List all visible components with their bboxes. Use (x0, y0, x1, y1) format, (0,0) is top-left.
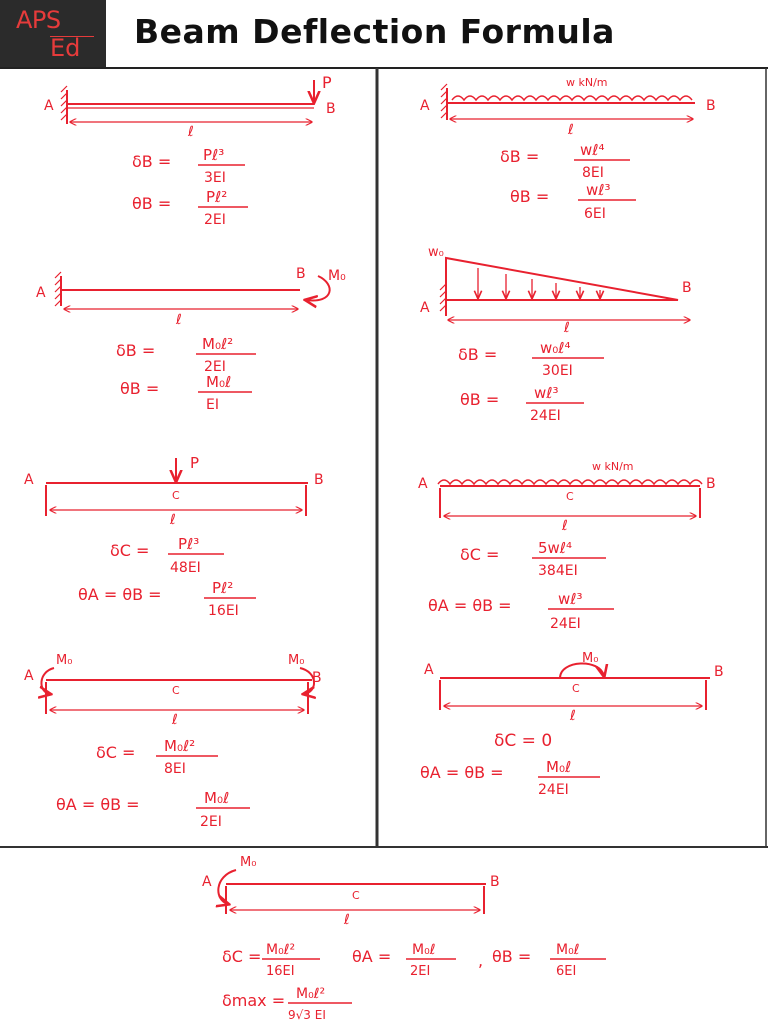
formula-lhs: δC = (460, 545, 500, 564)
label-length: ℓ (170, 512, 176, 528)
label-c: C (566, 490, 574, 503)
fixed-support (441, 84, 447, 120)
label-length: ℓ (344, 912, 350, 928)
formula-denominator: 9√3 EI (288, 1008, 326, 1022)
label-b: B (296, 266, 306, 282)
formula-block (420, 731, 600, 798)
label-b: B (706, 476, 716, 492)
label-moment: M₀ (240, 855, 257, 870)
label-w0: w₀ (428, 245, 444, 260)
label-a: A (36, 285, 46, 301)
formula-lhs: δB = (458, 345, 498, 364)
formula-numerator: Pℓ³ (203, 146, 225, 164)
formula-denominator: 2EI (410, 964, 431, 979)
formula-lhs: δmax = (222, 991, 286, 1010)
formula-lhs: δB = (132, 152, 172, 171)
formula-block (132, 146, 248, 228)
label-length: ℓ (570, 708, 576, 724)
label-a: A (24, 668, 34, 684)
label-a: A (420, 98, 430, 114)
formula-numerator: M₀ℓ² (266, 942, 296, 958)
formula-numerator: wℓ³ (534, 384, 559, 402)
panel-cantilever-udl (441, 84, 695, 120)
formula-numerator: Pℓ² (212, 579, 234, 597)
formula-numerator: wℓ⁴ (580, 141, 605, 159)
formula-block (458, 339, 604, 424)
formula-lhs: θA = θB = (420, 763, 504, 782)
formula-numerator: M₀ℓ (546, 758, 572, 776)
panel-simply-supported-point (46, 458, 308, 516)
label-c: C (352, 889, 360, 902)
label-a: A (44, 98, 54, 114)
fixed-support (55, 272, 61, 306)
label-b: B (314, 472, 324, 488)
formula-lhs: θB = (492, 947, 532, 966)
label-b: B (490, 874, 500, 890)
formula-denominator: 16EI (208, 603, 239, 619)
page-title: Beam Deflection Formula (134, 12, 615, 51)
label-moment: M₀ (582, 651, 599, 666)
label-a: A (202, 874, 212, 890)
formula-numerator: wℓ³ (558, 590, 583, 608)
formula-lhs: θA = (352, 947, 392, 966)
panel-cantilever-end-moment (55, 272, 330, 309)
label-c: C (172, 684, 180, 697)
label-load: P (190, 454, 200, 472)
label-load: w kN/m (566, 76, 608, 89)
label-c: C (572, 682, 580, 695)
formula-denominator: 3EI (204, 170, 226, 186)
panel-cantilever-point-load (61, 80, 314, 124)
panel-grid-lines (0, 68, 768, 847)
triangular-load (446, 258, 678, 300)
label-a: A (24, 472, 34, 488)
formula-lhs: θB = (120, 379, 160, 398)
formula-denominator: 24EI (530, 408, 561, 424)
formula-lhs: δB = (500, 147, 540, 166)
logo-text-bottom: Ed (50, 34, 81, 62)
label-moment: M₀ (328, 268, 346, 284)
formula-numerator: M₀ℓ² (164, 737, 196, 755)
formula-lhs: θB = (460, 390, 500, 409)
label-load: w kN/m (592, 460, 634, 473)
fixed-support (61, 86, 67, 124)
formula-denominator: 16EI (266, 964, 295, 979)
formula-plain: δC = 0 (494, 731, 553, 751)
label-b: B (326, 101, 336, 117)
formula-denominator: 6EI (584, 206, 606, 222)
label-load: P (322, 73, 332, 92)
formula-block (428, 539, 614, 632)
formula-denominator: 2EI (200, 814, 222, 830)
formula-denominator: 48EI (170, 560, 201, 576)
label-moment-right: M₀ (288, 653, 305, 668)
formula-numerator: M₀ℓ (412, 942, 436, 958)
formula-numerator: M₀ℓ² (202, 335, 234, 353)
formula-lhs: δC = (96, 743, 136, 762)
label-length: ℓ (172, 712, 178, 728)
udl-load (452, 96, 692, 100)
label-length: ℓ (568, 122, 574, 138)
moment-arc (306, 276, 330, 301)
udl-load (438, 480, 702, 484)
formula-denominator: 30EI (542, 363, 573, 379)
formula-numerator: 5wℓ⁴ (538, 539, 573, 557)
formula-numerator: w₀ℓ⁴ (540, 339, 571, 357)
label-b: B (682, 280, 692, 296)
formula-lhs: δB = (116, 341, 156, 360)
formula-block (222, 942, 606, 1022)
formula-denominator: 2EI (204, 212, 226, 228)
formula-block (78, 535, 256, 619)
label-length: ℓ (562, 518, 568, 534)
formula-lhs: θA = θB = (428, 596, 512, 615)
formula-denominator: 8EI (582, 165, 604, 181)
label-length: ℓ (188, 124, 194, 140)
label-length: ℓ (176, 312, 182, 328)
formula-numerator: wℓ³ (586, 181, 611, 199)
formula-lhs: δC = (110, 541, 150, 560)
formula-numerator: Pℓ² (206, 188, 228, 206)
formula-numerator: M₀ℓ² (296, 986, 326, 1002)
formula-block (56, 737, 250, 830)
label-length: ℓ (564, 320, 570, 336)
formula-lhs: θB = (510, 187, 550, 206)
formula-lhs: δC = (222, 947, 262, 966)
label-b: B (714, 664, 724, 680)
formula-denominator: 24EI (550, 616, 581, 632)
label-b: B (312, 670, 322, 686)
formula-numerator: Pℓ³ (178, 535, 200, 553)
label-a: A (424, 662, 434, 678)
formula-denominator: 24EI (538, 782, 569, 798)
label-b: B (706, 98, 716, 114)
panel-cantilever-triangular (440, 258, 690, 320)
formula-denominator: 8EI (164, 761, 186, 777)
label-moment-left: M₀ (56, 653, 73, 668)
formula-block (500, 141, 636, 222)
formula-numerator: M₀ℓ (206, 373, 232, 391)
label-c: C (172, 489, 180, 502)
formula-lhs: θA = θB = (78, 585, 162, 604)
formula-denominator: 384EI (538, 563, 578, 579)
formula-separator: , (478, 951, 484, 970)
moment-arc (218, 870, 236, 904)
formula-block (116, 335, 256, 413)
formula-denominator: 2EI (204, 359, 226, 375)
formula-lhs: θA = θB = (56, 795, 140, 814)
label-a: A (420, 300, 430, 316)
formula-numerator: M₀ℓ (556, 942, 580, 958)
formula-numerator: M₀ℓ (204, 789, 230, 807)
logo-text-top: APS (16, 6, 61, 34)
label-a: A (418, 476, 428, 492)
formula-denominator: EI (206, 397, 219, 413)
formula-lhs: θB = (132, 194, 172, 213)
formula-denominator: 6EI (556, 964, 577, 979)
